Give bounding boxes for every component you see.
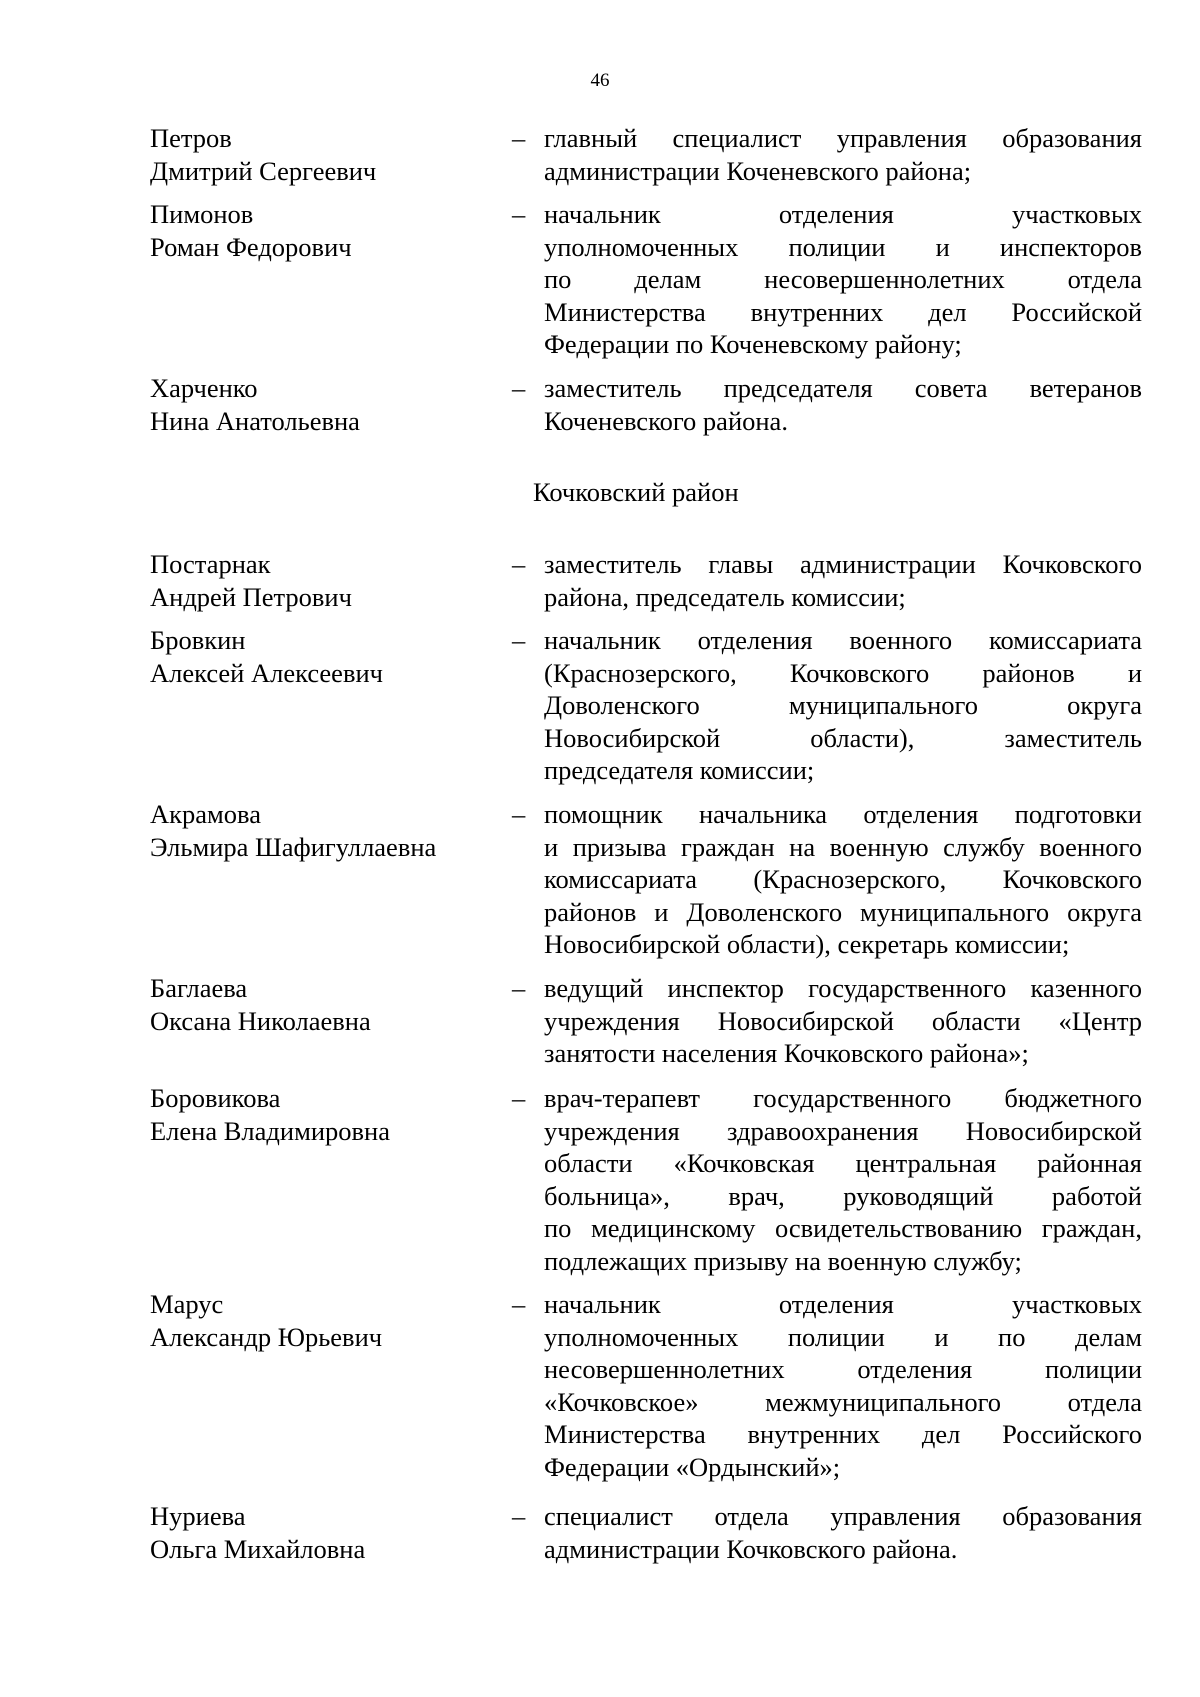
member-given-names: Оксана Николаевна	[150, 1005, 371, 1036]
position-line: больница», врач, руководящий работой	[544, 1180, 1142, 1211]
member-surname: Нуриева	[150, 1501, 246, 1531]
dash-separator: –	[512, 549, 526, 579]
member-name	[150, 1288, 480, 1353]
dash-separator: –	[512, 199, 526, 229]
position-line: района, председатель комиссии;	[544, 581, 906, 612]
member-position	[544, 1288, 1142, 1483]
position-line: врач-терапевт государственного бюджетного	[544, 1083, 1142, 1113]
member-name	[150, 198, 480, 263]
position-line: Федерации по Коченевскому району;	[544, 329, 962, 359]
dash-separator: –	[512, 373, 526, 403]
dash-separator: –	[512, 1083, 526, 1113]
section-title: Кочковский район	[533, 477, 739, 507]
member-position	[544, 122, 1142, 187]
dash-separator: –	[512, 973, 526, 1003]
member-position	[544, 372, 1142, 437]
position-line: Новосибирской области), заместитель	[544, 722, 1142, 753]
position-line: по медицинскому освидетельствованию граждан,	[544, 1213, 1142, 1243]
position-line: начальник отделения военного комиссариата	[544, 625, 1142, 655]
position-line: заместитель председателя совета ветеранов	[544, 373, 1142, 403]
dash-separator: –	[512, 1501, 526, 1531]
member-given-names: Нина Анатольевна	[150, 405, 360, 436]
member-position	[544, 1500, 1142, 1565]
member-name	[150, 122, 480, 187]
member-given-names: Роман Федорович	[150, 231, 352, 262]
position-line: (Краснозерского, Кочковского районов и	[544, 657, 1142, 688]
member-given-names: Дмитрий Сергеевич	[150, 155, 377, 186]
member-given-names: Александр Юрьевич	[150, 1321, 383, 1352]
position-line: и призыва граждан на военную службу военного	[544, 831, 1142, 862]
position-line: специалист отдела управления образования	[544, 1501, 1142, 1531]
member-surname: Постарнак	[150, 549, 271, 579]
position-line: «Кочковское» межмуниципального отдела	[544, 1386, 1142, 1417]
member-position	[544, 1082, 1142, 1277]
member-surname: Боровикова	[150, 1083, 281, 1113]
position-line: Министерства внутренних дел Российского	[544, 1419, 1142, 1449]
position-line: Коченевского района.	[544, 405, 788, 436]
position-line: председателя комиссии;	[544, 755, 815, 785]
dash-separator: –	[512, 625, 526, 655]
dash-separator: –	[512, 799, 526, 829]
member-surname: Пимонов	[150, 199, 254, 229]
member-position	[544, 624, 1142, 787]
position-line: уполномоченных полиции и инспекторов	[544, 231, 1142, 262]
member-surname: Бровкин	[150, 625, 246, 655]
member-position	[544, 798, 1142, 961]
position-line: уполномоченных полиции и по делам	[544, 1321, 1142, 1352]
member-name	[150, 1082, 480, 1147]
position-line: комиссариата (Краснозерского, Кочковского	[544, 864, 1142, 894]
position-line: Федерации «Ордынский»;	[544, 1451, 841, 1482]
member-surname: Акрамова	[150, 799, 261, 829]
position-line: администрации Коченевского района;	[544, 155, 972, 186]
position-line: Министерства внутренних дел Российской	[544, 296, 1142, 327]
member-given-names: Эльмира Шафигуллаевна	[150, 831, 437, 862]
position-line: Доволенского муниципального округа	[544, 690, 1142, 720]
position-line: области «Кочковская центральная районная	[544, 1148, 1142, 1178]
member-surname: Петров	[150, 123, 232, 153]
position-line: районов и Доволенского муниципального округа	[544, 896, 1142, 927]
member-name	[150, 798, 480, 863]
position-line: администрации Кочковского района.	[544, 1533, 958, 1564]
member-name	[150, 1500, 480, 1565]
member-surname: Харченко	[150, 373, 258, 403]
member-name	[150, 548, 480, 613]
member-given-names: Елена Владимировна	[150, 1115, 390, 1146]
member-surname: Баглаева	[150, 973, 248, 1003]
page-number: 46	[590, 70, 610, 91]
member-position	[544, 548, 1142, 613]
member-given-names: Ольга Михайловна	[150, 1533, 366, 1564]
member-position	[544, 972, 1142, 1070]
dash-separator: –	[512, 1289, 526, 1319]
member-position	[544, 198, 1142, 361]
position-line: несовершеннолетних отделения полиции	[544, 1354, 1142, 1384]
position-line: занятости населения Кочковского района»;	[544, 1038, 1029, 1068]
position-line: учреждения Новосибирской области «Центр	[544, 1005, 1142, 1036]
member-name	[150, 624, 480, 689]
position-line: начальник отделения участковых	[544, 1289, 1142, 1319]
position-line: Новосибирской области), секретарь комиссии;	[544, 929, 1070, 959]
member-surname: Марус	[150, 1289, 224, 1319]
member-given-names: Алексей Алексеевич	[150, 657, 383, 688]
position-line: ведущий инспектор государственного казенного	[544, 973, 1142, 1003]
position-line: начальник отделения участковых	[544, 199, 1142, 229]
position-line: главный специалист управления образования	[544, 123, 1142, 153]
position-line: подлежащих призыву на военную службу;	[544, 1245, 1022, 1276]
dash-separator: –	[512, 123, 526, 153]
position-line: по делам несовершеннолетних отдела	[544, 264, 1142, 294]
position-line: учреждения здравоохранения Новосибирской	[544, 1115, 1142, 1146]
position-line: помощник начальника отделения подготовки	[544, 799, 1142, 829]
position-line: заместитель главы администрации Кочковского	[544, 549, 1142, 579]
member-name	[150, 972, 480, 1037]
member-given-names: Андрей Петрович	[150, 581, 352, 612]
member-name	[150, 372, 480, 437]
